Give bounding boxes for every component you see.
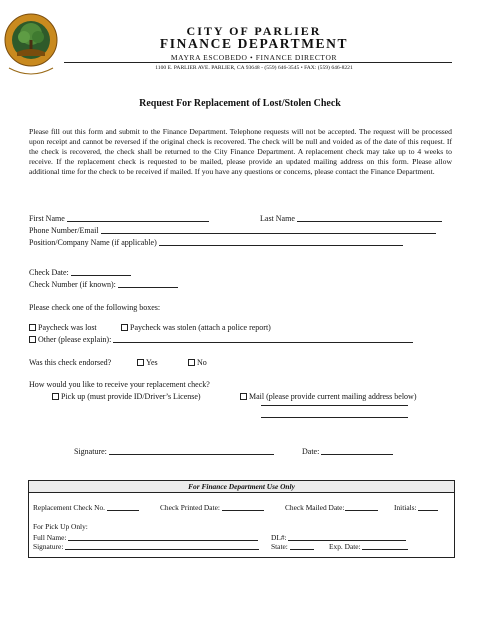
form-title: Request For Replacement of Lost/Stolen Check (139, 98, 341, 109)
endorsed-no-label: No (197, 358, 207, 367)
paycheck-lost-checkbox[interactable] (29, 324, 36, 331)
delivery-question: How would you like to receive your replacement check? (29, 380, 210, 389)
signature-row (74, 447, 274, 456)
city-seal-logo (3, 10, 59, 78)
first-name-label: First Name (29, 214, 65, 223)
phone-email-field[interactable] (101, 226, 436, 234)
dl-row (271, 533, 406, 542)
full-name-field[interactable] (68, 533, 258, 541)
mail-option[interactable] (240, 392, 417, 401)
director-line: MAYRA ESCOBEDO • FINANCE DIRECTOR (170, 53, 338, 62)
check-printed-date-label: Check Printed Date: (160, 503, 220, 512)
mailing-address-line-1[interactable] (261, 405, 408, 406)
initials-label: Initials: (394, 503, 417, 512)
date-label: Date: (302, 447, 320, 456)
state-field[interactable] (290, 542, 314, 550)
date-field[interactable] (321, 447, 393, 455)
check-date-row (29, 268, 131, 277)
check-mailed-date-label: Check Mailed Date: (285, 503, 345, 512)
paycheck-stolen-label: Paycheck was stolen (attach a police report) (130, 323, 271, 332)
other-label: Other (please explain): (38, 335, 112, 344)
exp-date-row (329, 542, 408, 551)
replacement-check-row (33, 503, 139, 512)
replacement-check-no-label: Replacement Check No. (33, 503, 106, 512)
position-company-label: Position/Company Name (if applicable) (29, 238, 157, 247)
office-use-box (28, 480, 455, 558)
position-company-field[interactable] (159, 238, 403, 246)
mailing-address-line-2[interactable] (261, 417, 408, 418)
position-company-row (29, 238, 403, 247)
paycheck-lost-label: Paycheck was lost (38, 323, 97, 332)
check-printed-date-field[interactable] (222, 503, 264, 511)
replacement-check-no-field[interactable] (107, 503, 139, 511)
check-number-label: Check Number (if known): (29, 280, 116, 289)
other-option[interactable] (29, 335, 413, 344)
check-boxes-prompt: Please check one of the following boxes: (29, 303, 161, 312)
check-number-row (29, 280, 178, 289)
check-number-field[interactable] (118, 280, 178, 288)
last-name-field[interactable] (297, 214, 442, 222)
office-use-heading: For Finance Department Use Only (29, 481, 454, 493)
exp-date-field[interactable] (362, 542, 408, 550)
full-name-label: Full Name: (33, 533, 67, 542)
exp-date-label: Exp. Date: (329, 542, 361, 551)
paycheck-lost-option[interactable] (29, 323, 97, 332)
first-name-row (29, 214, 209, 223)
pickup-signature-label: Signature: (33, 542, 64, 551)
paycheck-stolen-checkbox[interactable] (121, 324, 128, 331)
department-name: FINANCE DEPARTMENT (159, 36, 349, 51)
full-name-row (33, 533, 258, 542)
check-date-label: Check Date: (29, 268, 69, 277)
endorsed-no-checkbox[interactable] (188, 359, 195, 366)
pickup-label: Pick up (must provide ID/Driver’s License) (61, 392, 201, 401)
endorsed-yes-checkbox[interactable] (137, 359, 144, 366)
paycheck-stolen-option[interactable] (121, 323, 271, 332)
endorsed-yes-option[interactable] (137, 358, 158, 367)
signature-label: Signature: (74, 447, 107, 456)
check-mailed-row (285, 503, 378, 512)
pickup-signature-field[interactable] (65, 542, 259, 550)
instructions-paragraph: Please fill out this form and submit to the Finance Department. Telephone requests will not be accepted. The request will be processed upon receipt and cannot be reversed if the original check is recovered. The check will be null and voided as of the date of this request. If the check is recovered, the check shall be returned to the City Finance Department. A replacement check may take up to 4 weeks to receive. If the replacement check is requested to be mailed, please provide an updated mailing address on this form. Please allow additional time for the check to be received if mailed. If you have any questions or concerns, please contact the Finance Department. (29, 127, 452, 177)
phone-email-label: Phone Number/Email (29, 226, 99, 235)
last-name-row (260, 214, 442, 223)
pickup-signature-row (33, 542, 259, 551)
date-row (302, 447, 393, 456)
city-name: CITY OF PARLIER (186, 24, 322, 38)
dl-field[interactable] (288, 533, 406, 541)
signature-field[interactable] (109, 447, 274, 455)
state-row (271, 542, 314, 551)
header-rule (64, 62, 452, 63)
pickup-option[interactable] (52, 392, 201, 401)
other-checkbox[interactable] (29, 336, 36, 343)
last-name-label: Last Name (260, 214, 295, 223)
endorsed-question: Was this check endorsed? (29, 358, 112, 367)
state-label: State: (271, 542, 288, 551)
endorsed-no-option[interactable] (188, 358, 207, 367)
mail-label: Mail (please provide current mailing address below) (249, 392, 417, 401)
pickup-checkbox[interactable] (52, 393, 59, 400)
check-printed-row (160, 503, 264, 512)
for-pickup-only-label: For Pick Up Only: (33, 522, 88, 531)
dl-label: DL#: (271, 533, 287, 542)
other-explain-field[interactable] (113, 335, 413, 343)
initials-row (394, 503, 438, 512)
check-mailed-date-field[interactable] (345, 503, 378, 511)
address-line: 1100 E. PARLIER AVE. PARLIER, CA 93648 - (559) 646-3545 • FAX: (559) 646-8221 (155, 65, 353, 71)
first-name-field[interactable] (67, 214, 209, 222)
mail-checkbox[interactable] (240, 393, 247, 400)
initials-field[interactable] (418, 503, 438, 511)
phone-email-row (29, 226, 436, 235)
check-date-field[interactable] (71, 268, 131, 276)
endorsed-yes-label: Yes (146, 358, 158, 367)
